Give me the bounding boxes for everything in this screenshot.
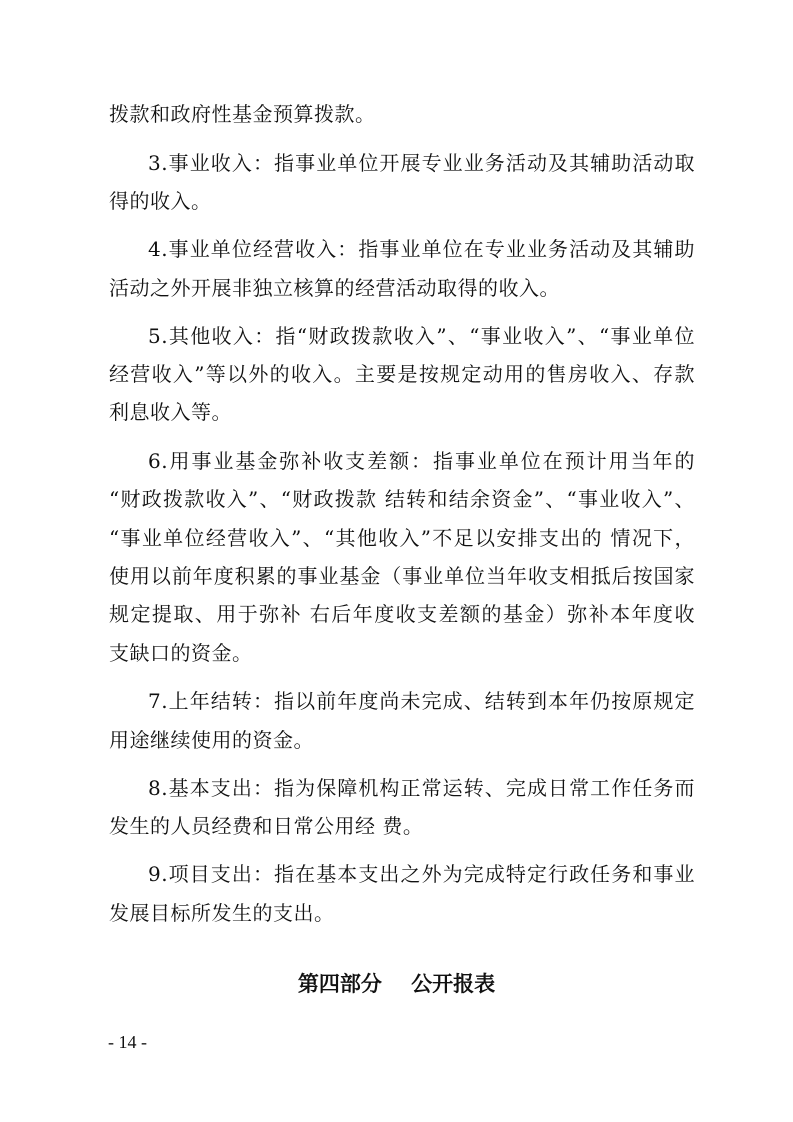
page-number: - 14 - <box>108 1032 147 1052</box>
paragraph-line: 支缺口的资金。 <box>109 641 253 665</box>
paragraph-line: 发生的人员经费和日常公用经 费。 <box>109 814 424 838</box>
paragraph-line: “事业单位经营收入”、“其他收入”不足以安排支出的 情况下， <box>109 526 695 550</box>
paragraph-line: 利息收入等。 <box>109 400 232 424</box>
paragraph-line: 用途继续使用的资金。 <box>109 728 314 752</box>
paragraph-line: 规定提取、用于弥补 右后年度收支差额的基金）弥补本年度收 <box>109 602 695 626</box>
paragraph-line: 6.用事业基金弥补收支差额：指事业单位在预计用当年的 <box>148 449 695 473</box>
paragraph-line: 活动之外开展非独立核算的经营活动取得的收入。 <box>109 276 560 300</box>
paragraph-line: “财政拨款收入”、“财政拨款 结转和结余资金”、“事业收入”、 <box>109 487 695 511</box>
paragraph-line: 7.上年结转：指以前年度尚未完成、结转到本年仍按原规定 <box>148 689 695 713</box>
paragraph-line: 8.基本支出：指为保障机构正常运转、完成日常工作任务而 <box>148 776 695 800</box>
paragraph-line: 拨款和政府性基金预算拨款。 <box>109 102 376 126</box>
paragraph-line: 使用以前年度积累的事业基金（事业单位当年收支相抵后按国家 <box>109 564 695 588</box>
paragraph-line: 3.事业收入：指事业单位开展专业业务活动及其辅助活动取 <box>148 151 695 175</box>
paragraph-line: 5.其他收入：指“财政拨款收入”、“事业收入”、“事业单位 <box>148 324 695 348</box>
paragraph-line: 经营收入”等以外的收入。主要是按规定动用的售房收入、存款 <box>109 362 695 386</box>
section-heading: 第四部分 公开报表 <box>297 972 496 996</box>
paragraph-line: 4.事业单位经营收入：指事业单位在专业业务活动及其辅助 <box>148 237 695 261</box>
paragraph-line: 发展目标所发生的支出。 <box>109 901 335 925</box>
paragraph-line: 得的收入。 <box>109 189 212 213</box>
paragraph-line: 9.项目支出：指在基本支出之外为完成特定行政任务和事业 <box>148 862 695 886</box>
